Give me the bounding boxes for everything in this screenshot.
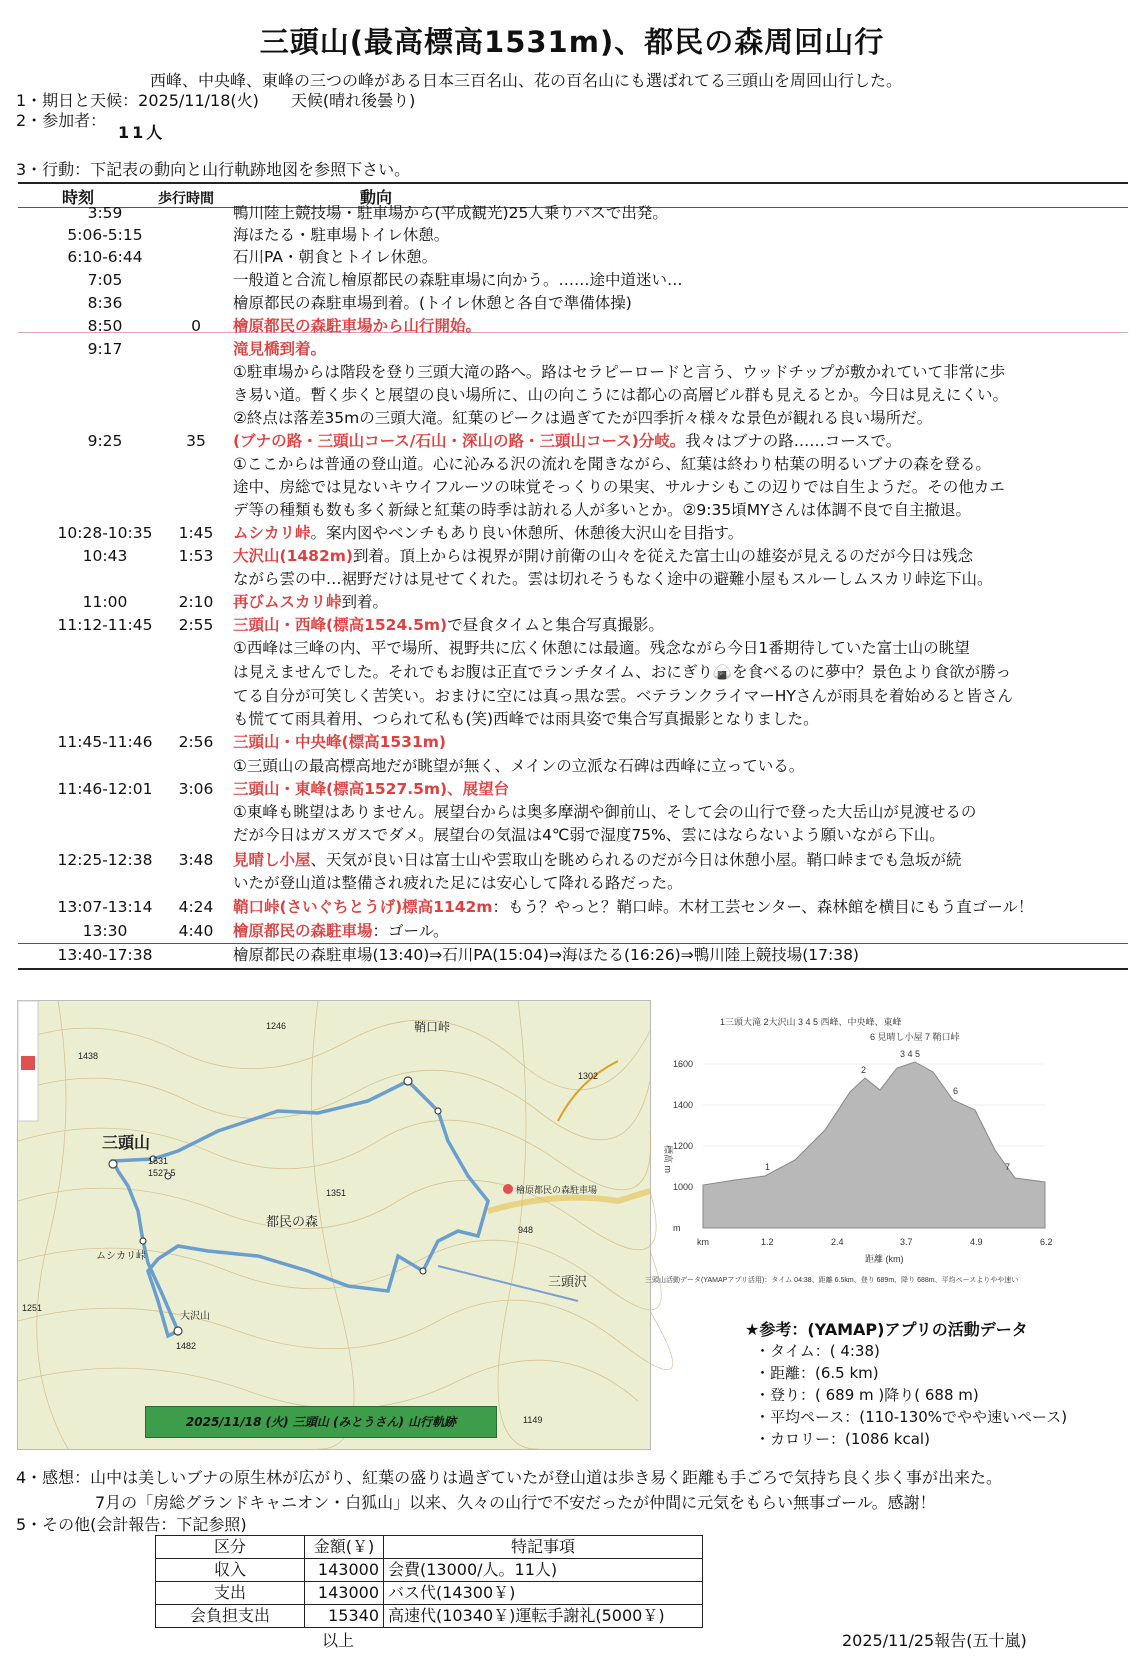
elev-marker: 2 bbox=[861, 1065, 867, 1075]
reference-time: ・タイム：( 4:38) bbox=[755, 1342, 880, 1360]
table-bottom-rule bbox=[18, 968, 1128, 970]
row-walk: 4:24 bbox=[178, 898, 214, 916]
page-title: 三頭山(最高標高1531m)、都民の森周回山行 bbox=[259, 25, 885, 59]
accounting-row bbox=[156, 1605, 703, 1628]
row-action: で昼食タイムと集合写真撮影。 bbox=[447, 616, 664, 634]
row-action: 到着。頂上からは視界が開け前衛の山々を従えた富士山の雄姿が見えるのだが今日は残念 bbox=[352, 547, 973, 565]
row-time: 9:25 bbox=[87, 432, 123, 450]
row-highlight: ムシカリ峠 bbox=[233, 524, 311, 542]
map-label-1527: 1527.5 bbox=[148, 1168, 176, 1178]
map-label-tomin: 都民の森 bbox=[266, 1214, 319, 1229]
accounting-cell: バス代(14300￥) bbox=[384, 1582, 703, 1605]
row-action: 石川PA・朝食とトイレ休憩。 bbox=[233, 248, 438, 266]
row-time: 11:00 bbox=[82, 593, 128, 611]
map-elev-1351: 1351 bbox=[326, 1188, 347, 1198]
row-walk: 1:45 bbox=[178, 524, 214, 542]
row-highlight: 檜原都民の森駐車場 bbox=[233, 922, 373, 940]
map-elev-1149: 1149 bbox=[523, 1415, 543, 1425]
map-elev-1246: 1246 bbox=[266, 1021, 287, 1031]
route-map bbox=[17, 1000, 651, 1450]
map-elev-1438: 1438 bbox=[78, 1051, 99, 1061]
row-highlight: 鞘口峠(さいぐちとうげ)標高1142m bbox=[233, 898, 493, 916]
map-graphic bbox=[18, 1001, 650, 1449]
row-walk: 2:56 bbox=[178, 733, 214, 751]
header-walk-time: 歩行時間 bbox=[158, 191, 214, 207]
elevation-area bbox=[703, 1062, 1045, 1228]
elev-ytick: 1000 bbox=[673, 1182, 694, 1192]
row-highlight: 檜原都民の森駐車場から山行開始。 bbox=[233, 317, 482, 335]
map-caption: 2025/11/18 (火) 三頭山 (みとうさん) 山行軌跡 bbox=[145, 1406, 497, 1438]
row-time: 3:59 bbox=[87, 204, 123, 222]
row-action: 海ほたる・駐車場トイレ休憩。 bbox=[233, 226, 450, 244]
note-line: き易い道。暫く歩くと展望の良い場所に、山の向こうには都心の高層ビル群も見えるとか。今日は見えにくい。 bbox=[233, 386, 1009, 404]
row-walk: 2:10 bbox=[178, 593, 214, 611]
row-time: 13:07-13:14 bbox=[57, 898, 153, 916]
elev-marker: 6 bbox=[953, 1086, 959, 1096]
accounting-row bbox=[156, 1582, 703, 1605]
row-time: 8:50 bbox=[87, 317, 123, 335]
row-action: 。案内図やベンチもあり良い休憩所、休憩後大沢山を目指す。 bbox=[310, 524, 744, 542]
row-walk: 3:06 bbox=[178, 780, 214, 798]
accounting-row bbox=[156, 1559, 703, 1582]
elev-xtick: 6.2 bbox=[1040, 1237, 1053, 1247]
note-line: てる自分が可笑しく苦笑い。おまけに空には真っ黒な雲。ベテランクライマーHYさんが雨具を着始めると皆さん bbox=[233, 687, 1013, 705]
elev-xtick: 2.4 bbox=[831, 1237, 844, 1247]
reference-calories: ・カロリー：(1086 kcal) bbox=[755, 1430, 930, 1448]
impressions: 4・感想：山中は美しいブナの原生林が広がり、紅葉の盛りは過ぎていたが登山道は歩き易く距離も手ごろで気持ち良く歩く事が出来た。 bbox=[16, 1468, 1003, 1487]
reference-pace: ・平均ペース：(110-130%でやや速いペース) bbox=[755, 1408, 1068, 1426]
note-line: は見えませんでした。それでもお腹は正直でランチタイム、おにぎり🍙を食べるのに夢中？景色より食欲が勝っ bbox=[233, 663, 1012, 681]
subtitle: 西峰、中央峰、東峰の三つの峰がある日本三百名山、花の百名山にも選ばれてる三頭山を周回山行した。 bbox=[150, 71, 903, 90]
table-row bbox=[18, 943, 1128, 964]
row-highlight: 三頭山・中央峰(標高1531m) bbox=[233, 733, 446, 751]
table-top-rule bbox=[18, 182, 1128, 184]
row-time: 5:06-5:15 bbox=[67, 226, 143, 244]
note-line: ①東峰も眺望はありません。展望台からは奥多摩湖や御前山、そして会の山行で登った大岳山が見渡せるの bbox=[233, 803, 977, 821]
participants-label: 2・参加者： bbox=[16, 111, 107, 130]
row-action: 檜原都民の森駐車場(13:40)⇒石川PA(15:04)⇒海ほたる(16:26)⇒鴨川陸上競技場(17:38) bbox=[233, 946, 859, 964]
row-highlight: (ブナの路・三頭山コース/石山・深山の路・三頭山コース)分岐。 bbox=[233, 432, 686, 450]
row-action: 、天気が良い日は富士山や雲取山を眺められるのだが今日は休憩小屋。鞘口峠までも急坂が続 bbox=[310, 851, 962, 869]
elev-xtick: 1.2 bbox=[761, 1237, 774, 1247]
row-time: 10:43 bbox=[82, 547, 128, 565]
row-highlight: 再びムスカリ峠 bbox=[233, 593, 342, 611]
note-line: だが今日はガスガスでダメ。展望台の気温は4℃弱で湿度75%、雲にはならないよう願いながら下山。 bbox=[233, 826, 945, 844]
elev-ytick: 1600 bbox=[673, 1059, 694, 1069]
row-time: 9:17 bbox=[87, 340, 123, 358]
row-walk: 35 bbox=[186, 432, 206, 450]
header-action: 動向 bbox=[360, 188, 393, 207]
row-time: 11:45-11:46 bbox=[57, 733, 153, 751]
row-action: 檜原都民の森駐車場到着。(トイレ休憩と各自で準備体操) bbox=[233, 294, 632, 312]
map-label-sanzu: 三頭沢 bbox=[548, 1274, 588, 1289]
reference-title: ★参考：(YAMAP)アプリの活動データ bbox=[745, 1320, 1028, 1339]
map-label-osawa-height: 1482 bbox=[176, 1341, 197, 1351]
row-action: 鴨川陸上競技場・駐車場から(平成観光)25人乗りバスで出発。 bbox=[233, 204, 668, 222]
elev-xtick: 4.9 bbox=[970, 1237, 983, 1247]
impressions-2: 7月の「房総グランドキャニオン・白狐山」以来、久々の山行で不安だったが仲間に元気をもらい無事ゴール。感謝！ bbox=[95, 1493, 936, 1512]
closing: 以上 bbox=[322, 1631, 355, 1650]
elev-legend-2: 6 見晴し小屋 7 鞘口峠 bbox=[870, 1032, 960, 1042]
row-walk: 4:40 bbox=[178, 922, 214, 940]
elev-legend-1: 1三頭大滝 2大沢山 3 4 5 西峰、中央峰、東峰 bbox=[720, 1017, 902, 1027]
row-time: 12:25-12:38 bbox=[57, 851, 153, 869]
participants-count: 11人 bbox=[118, 123, 166, 142]
note-line: ②終点は落差35mの三頭大滝。紅葉のピークは過ぎてたが四季折々様々な景色が観れる良い場所だ。 bbox=[233, 409, 933, 427]
accounting-table bbox=[155, 1535, 703, 1628]
row-highlight: 三頭山・西峰(標高1524.5m) bbox=[233, 616, 448, 634]
elevation-profile bbox=[645, 1010, 1125, 1300]
note-line: ながら雲の中…裾野だけは見せてくれた。雲は切れそうもなく途中の避難小屋もスルーしムスカリ峠迄下山。 bbox=[233, 570, 993, 588]
accounting-header: 特記事項 bbox=[384, 1536, 703, 1559]
row-walk: 0 bbox=[191, 317, 201, 335]
row-highlight: 大沢山(1482m) bbox=[233, 547, 353, 565]
note-line: ①西峰は三峰の内、平で場所、視野共に広く休憩には最適。残念ながら今日1番期待していた富士山の眺望 bbox=[233, 639, 970, 657]
action-heading: 3・行動：下記表の動向と山行軌跡地図を参照下さい。 bbox=[16, 160, 411, 179]
note-line: ①ここからは普通の登山道。心に沁みる沢の流れを聞きながら、紅葉は終わり枯葉の明るいブナの森を登る。 bbox=[233, 455, 991, 473]
row-time: 11:46-12:01 bbox=[57, 780, 153, 798]
row-action: ：もう？やっと？鞘口峠。木材工芸センター、森林館を横目にもう直ゴール！ bbox=[492, 898, 1034, 916]
accounting-header-row bbox=[156, 1536, 703, 1559]
elev-yaxis-label: 標高 m bbox=[663, 1145, 673, 1173]
map-elev-1251: 1251 bbox=[22, 1303, 43, 1313]
row-walk: 1:53 bbox=[178, 547, 214, 565]
map-label-mushikari: ムシカリ峠 bbox=[96, 1251, 146, 1262]
elev-ytick: 1200 bbox=[673, 1141, 694, 1151]
row-action: 到着。 bbox=[341, 593, 389, 611]
elev-footer: 三頭山活動データ(YAMAPアプリ活用)：タイム 04:38、距離 6.5km、登り 689m、降り 688m、平均ペースよりやや速い bbox=[645, 1277, 1019, 1284]
row-walk: 2:55 bbox=[178, 616, 214, 634]
note-line: 途中、房総では見ないキウイフルーツの味覚そっくりの果実、サルナシもこの辺りでは自生ようだ。その他カエ bbox=[233, 478, 1005, 496]
map-label-1531: 1531 bbox=[148, 1156, 169, 1166]
reference-ascent: ・登り：( 689 m )降り( 688 m) bbox=[755, 1386, 979, 1404]
note-line: いたが登山道は整備され疲れた足には安心して降れる路だった。 bbox=[233, 874, 683, 892]
map-elev-1302: 1302 bbox=[578, 1071, 599, 1081]
row-time: 8:36 bbox=[87, 294, 123, 312]
reference-distance: ・距離：(6.5 km) bbox=[755, 1364, 879, 1382]
accounting-header: 金額(￥) bbox=[305, 1536, 384, 1559]
accounting-cell: 143000 bbox=[305, 1559, 384, 1582]
accounting-cell: 15340 bbox=[305, 1605, 384, 1628]
accounting-cell: 収入 bbox=[156, 1559, 305, 1582]
header-time: 時刻 bbox=[62, 188, 95, 207]
date-weather: 1・期日と天候：2025/11/18(火) 天候(晴れ後曇り) bbox=[16, 91, 416, 110]
row-action: ：ゴール。 bbox=[372, 922, 449, 940]
other-heading: 5・その他(会計報告：下記参照) bbox=[16, 1515, 247, 1534]
elev-ytick: m bbox=[673, 1223, 681, 1233]
row-time: 7:05 bbox=[87, 271, 123, 289]
elev-marker: 7 bbox=[1005, 1162, 1011, 1172]
report-date-author: 2025/11/25報告(五十嵐) bbox=[842, 1631, 1027, 1650]
row-highlight: 滝見橋到着。 bbox=[233, 340, 327, 358]
elev-xtick: 3.7 bbox=[900, 1237, 913, 1247]
map-label-mitosan: 三頭山 bbox=[102, 1135, 151, 1152]
note-line: デ等の種類も数も多く新緑と紅葉の時季は訪れる人が多いとか。②9:35頃MYさんは体調不良で自主撤退。 bbox=[233, 501, 972, 519]
row-time: 13:30 bbox=[82, 922, 128, 940]
row-time: 6:10-6:44 bbox=[67, 248, 143, 266]
elev-xaxis-label: 距離 (km) bbox=[865, 1254, 904, 1264]
row-highlight: 見晴し小屋 bbox=[233, 851, 311, 869]
note-line: ①三頭山の最高標高地だが眺望が無く、メインの立派な石碑は西峰に立っている。 bbox=[233, 757, 805, 775]
elev-marker: 1 bbox=[765, 1162, 771, 1172]
accounting-cell: 会費(13000/人。11人) bbox=[384, 1559, 703, 1582]
note-line: も慌てて雨具着用、つられて私も(笑)西峰では雨具姿で集合写真撮影となりました。 bbox=[233, 710, 819, 728]
map-elev-948: 948 bbox=[518, 1225, 534, 1235]
accounting-cell: 支出 bbox=[156, 1582, 305, 1605]
row-time: 13:40-17:38 bbox=[57, 946, 153, 964]
note-line: ①駐車場からは階段を登り三頭大滝の路へ。路はセラピーロードと言う、ウッドチップが敷かれていて非常に歩 bbox=[233, 363, 1006, 381]
row-action: 一般道と合流し檜原都民の森駐車場に向かう。……途中道迷い… bbox=[233, 271, 683, 289]
accounting-cell: 143000 bbox=[305, 1582, 384, 1605]
map-label-saiguchi: 鞘口峠 bbox=[414, 1020, 451, 1034]
row-highlight: 三頭山・東峰(標高1527.5m)、展望台 bbox=[233, 780, 510, 798]
row-walk: 3:48 bbox=[178, 851, 214, 869]
accounting-cell: 高速代(10340￥)運転手謝礼(5000￥) bbox=[384, 1605, 703, 1628]
accounting-header: 区分 bbox=[156, 1536, 305, 1559]
row-time: 10:28-10:35 bbox=[57, 524, 153, 542]
accounting-cell: 会負担支出 bbox=[156, 1605, 305, 1628]
elev-xtick: km bbox=[697, 1237, 709, 1247]
map-label-osawa: 大沢山 bbox=[180, 1311, 210, 1322]
elev-ytick: 1400 bbox=[673, 1100, 694, 1110]
map-label-parking: 檜原都民の森駐車場 bbox=[516, 1185, 598, 1195]
elevation-graphic bbox=[645, 1010, 1125, 1300]
row-action: 我々はブナの路……コースで。 bbox=[685, 432, 902, 450]
elev-marker: 3 4 5 bbox=[900, 1049, 921, 1059]
row-time: 11:12-11:45 bbox=[57, 616, 153, 634]
